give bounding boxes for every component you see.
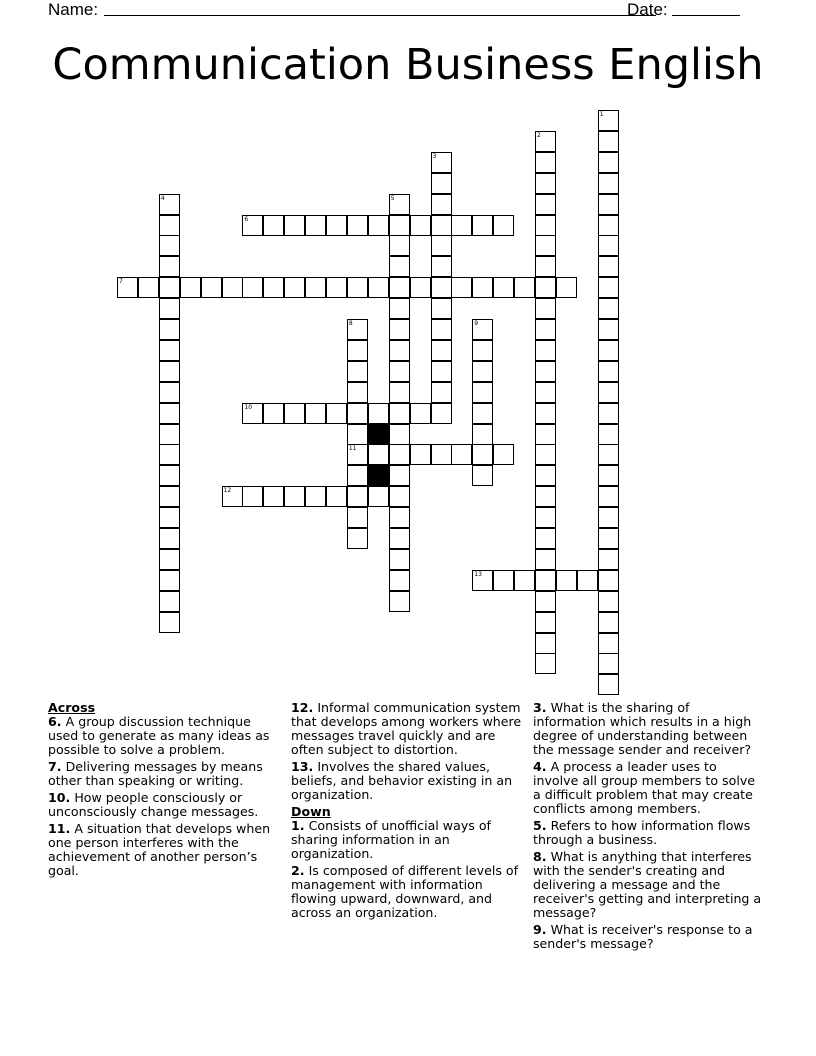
grid-cell[interactable] <box>535 215 556 236</box>
clue-number: 8 <box>348 320 353 327</box>
grid-cell[interactable] <box>598 653 619 674</box>
grid-cell[interactable] <box>263 486 284 507</box>
clue-number: 6 <box>244 215 249 223</box>
grid-cell[interactable] <box>368 403 389 424</box>
grid-cell[interactable] <box>472 465 493 486</box>
grid-cell[interactable] <box>431 215 452 236</box>
black-square <box>368 465 389 486</box>
grid-cell[interactable] <box>305 215 326 236</box>
clue-number: 4 <box>160 194 165 202</box>
grid-cell[interactable] <box>284 403 305 424</box>
grid-cell[interactable] <box>431 173 452 194</box>
grid-cell[interactable] <box>305 277 326 298</box>
down-heading: Down <box>291 804 331 819</box>
grid-cell[interactable] <box>598 528 619 549</box>
grid-cell[interactable] <box>472 444 493 465</box>
grid-cell[interactable] <box>598 152 619 173</box>
grid-cell[interactable] <box>305 486 326 507</box>
grid-cell[interactable] <box>242 277 263 298</box>
clue-number: 12 <box>223 487 232 495</box>
grid-cell[interactable] <box>598 591 619 612</box>
grid-cell[interactable] <box>389 403 410 424</box>
grid-cell[interactable] <box>159 235 180 256</box>
grid-cell[interactable] <box>347 465 368 486</box>
clue-column-2 <box>291 701 523 923</box>
clue-number: 13 <box>474 570 482 578</box>
grid-cell[interactable] <box>159 612 180 633</box>
grid-cell[interactable] <box>451 215 472 236</box>
grid-cell[interactable] <box>535 298 556 319</box>
grid-cell[interactable] <box>159 424 180 445</box>
clue-column-1 <box>48 701 278 881</box>
clue-number: 10 <box>244 403 253 411</box>
grid-cell[interactable] <box>347 486 368 507</box>
grid-cell[interactable] <box>598 235 619 256</box>
grid-cell[interactable] <box>535 235 556 256</box>
grid-cell[interactable] <box>556 570 577 591</box>
clue-across-7: 7. Delivering messages by means other than speaking or writing. <box>48 759 263 788</box>
clue-down-5: 5. Refers to how information flows through a business. <box>533 818 751 847</box>
clue-down-8: 8. What is anything that interferes with the sender's creating and delivering a message and the receiver's getting and interpreting a message? <box>533 849 762 920</box>
grid-cell[interactable] <box>347 215 368 236</box>
grid-cell[interactable] <box>159 403 180 424</box>
clue-down-9: 9. What is receiver's response to a sender's message? <box>533 922 753 951</box>
grid-cell[interactable] <box>535 570 556 591</box>
grid-cell[interactable] <box>598 612 619 633</box>
grid-cell[interactable] <box>159 215 180 236</box>
clue-across-13: 13. Involves the shared values, beliefs, and behavior existing in an organization. <box>291 759 513 802</box>
grid-cell[interactable] <box>389 528 410 549</box>
grid-cell[interactable] <box>431 194 452 215</box>
grid-cell[interactable] <box>493 277 514 298</box>
grid-cell[interactable] <box>598 256 619 277</box>
grid-cell[interactable] <box>598 361 619 382</box>
grid-cell[interactable] <box>222 277 243 298</box>
grid-cell[interactable] <box>368 277 389 298</box>
grid-cell[interactable] <box>326 215 347 236</box>
grid-cell[interactable] <box>389 507 410 528</box>
grid-cell[interactable] <box>368 444 389 465</box>
grid-cell[interactable] <box>431 444 452 465</box>
clue-column-3 <box>533 701 765 954</box>
grid-cell[interactable] <box>431 277 452 298</box>
grid-cell[interactable] <box>598 403 619 424</box>
grid-cell[interactable] <box>159 298 180 319</box>
grid-cell[interactable] <box>535 633 556 654</box>
grid-cell[interactable] <box>263 277 284 298</box>
grid-cell[interactable] <box>326 486 347 507</box>
grid-cell[interactable] <box>284 486 305 507</box>
grid-cell[interactable] <box>535 528 556 549</box>
grid-cell[interactable] <box>389 256 410 277</box>
grid-cell[interactable] <box>472 382 493 403</box>
grid-cell[interactable] <box>431 382 452 403</box>
clue-down-4: 4. A process a leader uses to involve all group members to solve a difficult problem that may create conflicts among members. <box>533 759 756 816</box>
grid-cell[interactable] <box>493 215 514 236</box>
grid-cell[interactable] <box>472 361 493 382</box>
grid-cell[interactable] <box>159 340 180 361</box>
grid-cell[interactable] <box>598 215 619 236</box>
grid-cell[interactable] <box>389 382 410 403</box>
page-title: Communication Business English <box>52 40 764 90</box>
grid-cell[interactable] <box>389 215 410 236</box>
grid-cell[interactable] <box>389 444 410 465</box>
grid-cell[interactable] <box>159 361 180 382</box>
grid-cell[interactable] <box>514 277 535 298</box>
grid-cell[interactable] <box>159 486 180 507</box>
grid-cell[interactable] <box>431 298 452 319</box>
grid-cell[interactable] <box>535 486 556 507</box>
grid-cell[interactable] <box>347 528 368 549</box>
grid-cell[interactable] <box>389 424 410 445</box>
grid-cell[interactable] <box>535 277 556 298</box>
grid-cell[interactable] <box>598 340 619 361</box>
grid-cell[interactable] <box>159 256 180 277</box>
grid-cell[interactable] <box>598 570 619 591</box>
grid-cell[interactable] <box>389 298 410 319</box>
grid-cell[interactable] <box>431 340 452 361</box>
grid-cell[interactable] <box>535 382 556 403</box>
grid-cell[interactable] <box>159 444 180 465</box>
clue-number: 5 <box>390 194 395 202</box>
grid-cell[interactable] <box>389 361 410 382</box>
grid-cell[interactable] <box>159 507 180 528</box>
grid-cell[interactable] <box>389 570 410 591</box>
grid-cell[interactable] <box>410 277 431 298</box>
grid-cell[interactable] <box>472 424 493 445</box>
grid-cell[interactable] <box>389 235 410 256</box>
grid-cell[interactable] <box>431 319 452 340</box>
grid-cell[interactable] <box>535 591 556 612</box>
grid-cell[interactable] <box>556 277 577 298</box>
grid-cell[interactable] <box>598 277 619 298</box>
grid-cell[interactable] <box>535 549 556 570</box>
grid-cell[interactable] <box>389 465 410 486</box>
grid-cell[interactable] <box>368 215 389 236</box>
clue-number: 9 <box>474 320 479 327</box>
grid-cell[interactable] <box>347 424 368 445</box>
clue-down-2: 2. Is composed of different levels of management with information flowing upward, downward, and across an organization. <box>291 863 519 920</box>
grid-cell[interactable] <box>159 319 180 340</box>
grid-cell[interactable] <box>159 549 180 570</box>
clue-down-3: 3. What is the sharing of information which results in a high degree of understanding between the message sender and receiver? <box>533 700 752 757</box>
grid-cell[interactable] <box>159 528 180 549</box>
grid-cell[interactable] <box>326 277 347 298</box>
grid-cell[interactable] <box>514 570 535 591</box>
grid-cell[interactable] <box>389 319 410 340</box>
grid-cell[interactable] <box>389 340 410 361</box>
grid-cell[interactable] <box>263 215 284 236</box>
grid-cell[interactable] <box>598 507 619 528</box>
grid-cell[interactable] <box>535 653 556 674</box>
across-heading: Across <box>48 700 96 715</box>
grid-cell[interactable] <box>138 277 159 298</box>
grid-cell[interactable] <box>389 591 410 612</box>
clue-number: 7 <box>119 278 123 286</box>
grid-cell[interactable] <box>535 173 556 194</box>
grid-cell[interactable] <box>535 319 556 340</box>
grid-cell[interactable] <box>535 507 556 528</box>
clue-across-10: 10. How people consciously or unconsciously change messages. <box>48 790 259 819</box>
grid-cell[interactable] <box>263 403 284 424</box>
grid-cell[interactable] <box>305 403 326 424</box>
grid-cell[interactable] <box>598 382 619 403</box>
grid-cell[interactable] <box>598 549 619 570</box>
grid-cell[interactable] <box>451 444 472 465</box>
grid-cell[interactable] <box>284 277 305 298</box>
grid-cell[interactable] <box>598 486 619 507</box>
grid-cell[interactable] <box>535 361 556 382</box>
grid-cell[interactable] <box>598 194 619 215</box>
grid-cell[interactable] <box>598 633 619 654</box>
grid-cell[interactable] <box>535 403 556 424</box>
grid-cell[interactable] <box>535 612 556 633</box>
name-label: Name: <box>48 0 99 19</box>
grid-cell[interactable] <box>284 215 305 236</box>
grid-cell[interactable] <box>535 194 556 215</box>
grid-cell[interactable] <box>242 486 263 507</box>
grid-cell[interactable] <box>201 277 222 298</box>
grid-cell[interactable] <box>431 403 452 424</box>
clue-down-1: 1. Consists of unofficial ways of sharing information in an organization. <box>291 818 491 861</box>
grid-cell[interactable] <box>451 277 472 298</box>
grid-cell[interactable] <box>410 444 431 465</box>
grid-cell[interactable] <box>493 570 514 591</box>
grid-cell[interactable] <box>472 340 493 361</box>
grid-cell[interactable] <box>159 382 180 403</box>
grid-cell[interactable] <box>535 465 556 486</box>
grid-cell[interactable] <box>598 298 619 319</box>
grid-cell[interactable] <box>472 403 493 424</box>
grid-cell[interactable] <box>159 465 180 486</box>
grid-cell[interactable] <box>347 277 368 298</box>
grid-cell[interactable] <box>431 256 452 277</box>
clue-across-12: 12. Informal communication system that develops among workers where messages travel quickly and are often subject to distortion. <box>291 700 522 757</box>
grid-cell[interactable] <box>347 403 368 424</box>
grid-cell[interactable] <box>389 549 410 570</box>
grid-cell[interactable] <box>598 674 619 695</box>
grid-cell[interactable] <box>472 215 493 236</box>
grid-cell[interactable] <box>347 382 368 403</box>
grid-cell[interactable] <box>431 361 452 382</box>
grid-cell[interactable] <box>368 486 389 507</box>
grid-cell[interactable] <box>410 215 431 236</box>
grid-cell[interactable] <box>535 424 556 445</box>
grid-cell[interactable] <box>535 444 556 465</box>
clue-across-6: 6. A group discussion technique used to generate as many ideas as possible to solve a problem. <box>48 714 270 757</box>
grid-cell[interactable] <box>598 424 619 445</box>
clue-number: 2 <box>537 131 541 139</box>
grid-cell[interactable] <box>577 570 598 591</box>
clue-across-11: 11. A situation that develops when one person interferes with the achievement of another person’s goal. <box>48 821 271 878</box>
grid-cell[interactable] <box>159 591 180 612</box>
grid-cell[interactable] <box>389 277 410 298</box>
grid-cell[interactable] <box>598 444 619 465</box>
grid-cell[interactable] <box>598 131 619 152</box>
clue-number: 1 <box>599 111 604 118</box>
grid-cell[interactable] <box>598 465 619 486</box>
grid-cell[interactable] <box>410 403 431 424</box>
clue-number: 11 <box>348 445 357 453</box>
grid-cell[interactable] <box>598 173 619 194</box>
black-square <box>368 424 389 445</box>
clue-number: 3 <box>432 152 437 160</box>
grid-cell[interactable] <box>598 319 619 340</box>
grid-cell[interactable] <box>431 235 452 256</box>
grid-cell[interactable] <box>347 340 368 361</box>
grid-cell[interactable] <box>347 507 368 528</box>
grid-cell[interactable] <box>493 444 514 465</box>
grid-cell[interactable] <box>389 486 410 507</box>
grid-cell[interactable] <box>347 361 368 382</box>
grid-cell[interactable] <box>180 277 201 298</box>
grid-cell[interactable] <box>535 256 556 277</box>
grid-cell[interactable] <box>326 403 347 424</box>
grid-cell[interactable] <box>159 570 180 591</box>
grid-cell[interactable] <box>472 277 493 298</box>
grid-cell[interactable] <box>535 152 556 173</box>
date-label: Date: <box>627 0 668 19</box>
grid-cell[interactable] <box>535 340 556 361</box>
grid-cell[interactable] <box>159 277 180 298</box>
